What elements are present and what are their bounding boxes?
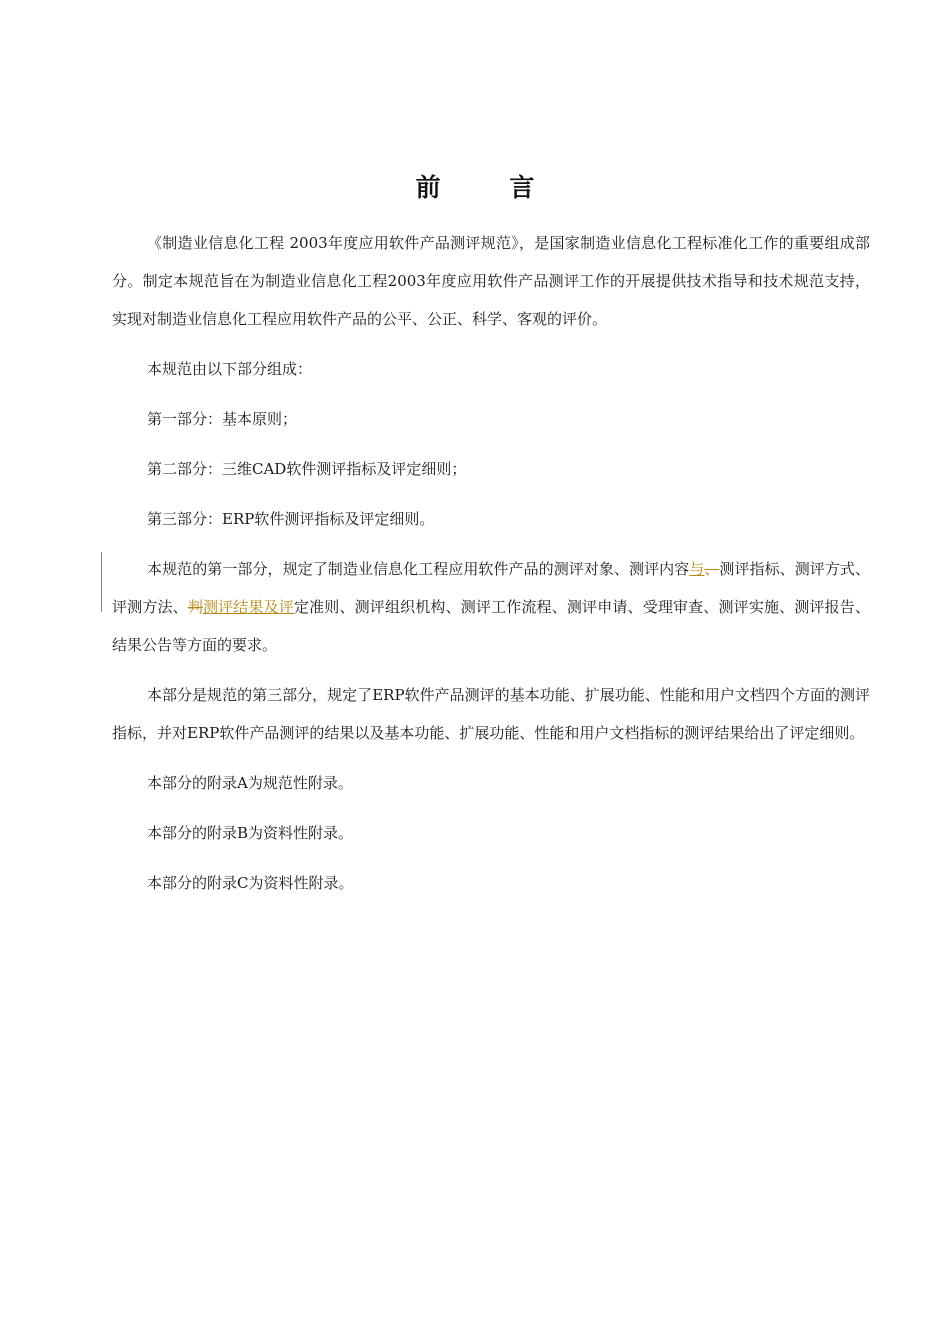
page-title: 前 言 [415, 173, 565, 202]
text-segment: 定准则、测评组织机构、测评工作流程、测评申请、受理审查、测评实施、测评报告、结果公告等方面的要求。 [112, 598, 870, 654]
part-three-item: 第三部分：ERP软件测评指标及评定细则。 [147, 510, 435, 528]
revision-change-bar [101, 552, 102, 612]
part-two-item: 第二部分：三维CAD软件测评指标及评定细则； [147, 460, 467, 478]
document-body [112, 224, 870, 902]
tracked-deletion[interactable]: 、 [704, 560, 720, 578]
appendix-a-note: 本部分的附录A为规范性附录。 [147, 774, 353, 792]
part-three-description: 本部分是规范的第三部分，规定了ERP软件产品测评的基本功能、扩展功能、性能和用户文档四个方面的测评指标，并对ERP软件产品测评的结果以及基本功能、扩展功能、性能和用户文档指标的测评结果给出了评定细则。 [112, 686, 870, 742]
part-one-item: 第一部分：基本原则； [147, 410, 298, 428]
tracked-insertion[interactable]: 与 [689, 560, 705, 578]
tracked-insertion[interactable]: 测评结果及评 [202, 598, 294, 616]
composition-paragraph: 本规范由以下部分组成： [147, 360, 313, 378]
appendix-b-note: 本部分的附录B为资料性附录。 [147, 824, 354, 842]
intro-paragraph: 《制造业信息化工程 2003年度应用软件产品测评规范》，是国家制造业信息化工程标准化工作的重要组成部分。制定本规范旨在为制造业信息化工程2003年度应用软件产品测评工作的开展提供技术指导和技术规范支持，实现对制造业信息化工程应用软件产品的公平、公正、科学、客观的评价。 [112, 234, 870, 328]
appendix-c-note: 本部分的附录C为资料性附录。 [147, 874, 354, 892]
part-one-description [112, 550, 870, 664]
tracked-deletion[interactable]: 判 [187, 598, 203, 616]
text-segment: 本规范的第一部分，规定了制造业信息化工程应用软件产品的测评对象、测评内容 [147, 560, 690, 578]
text-segment: 测评指标、测评方式、评测方法、 [112, 560, 870, 616]
